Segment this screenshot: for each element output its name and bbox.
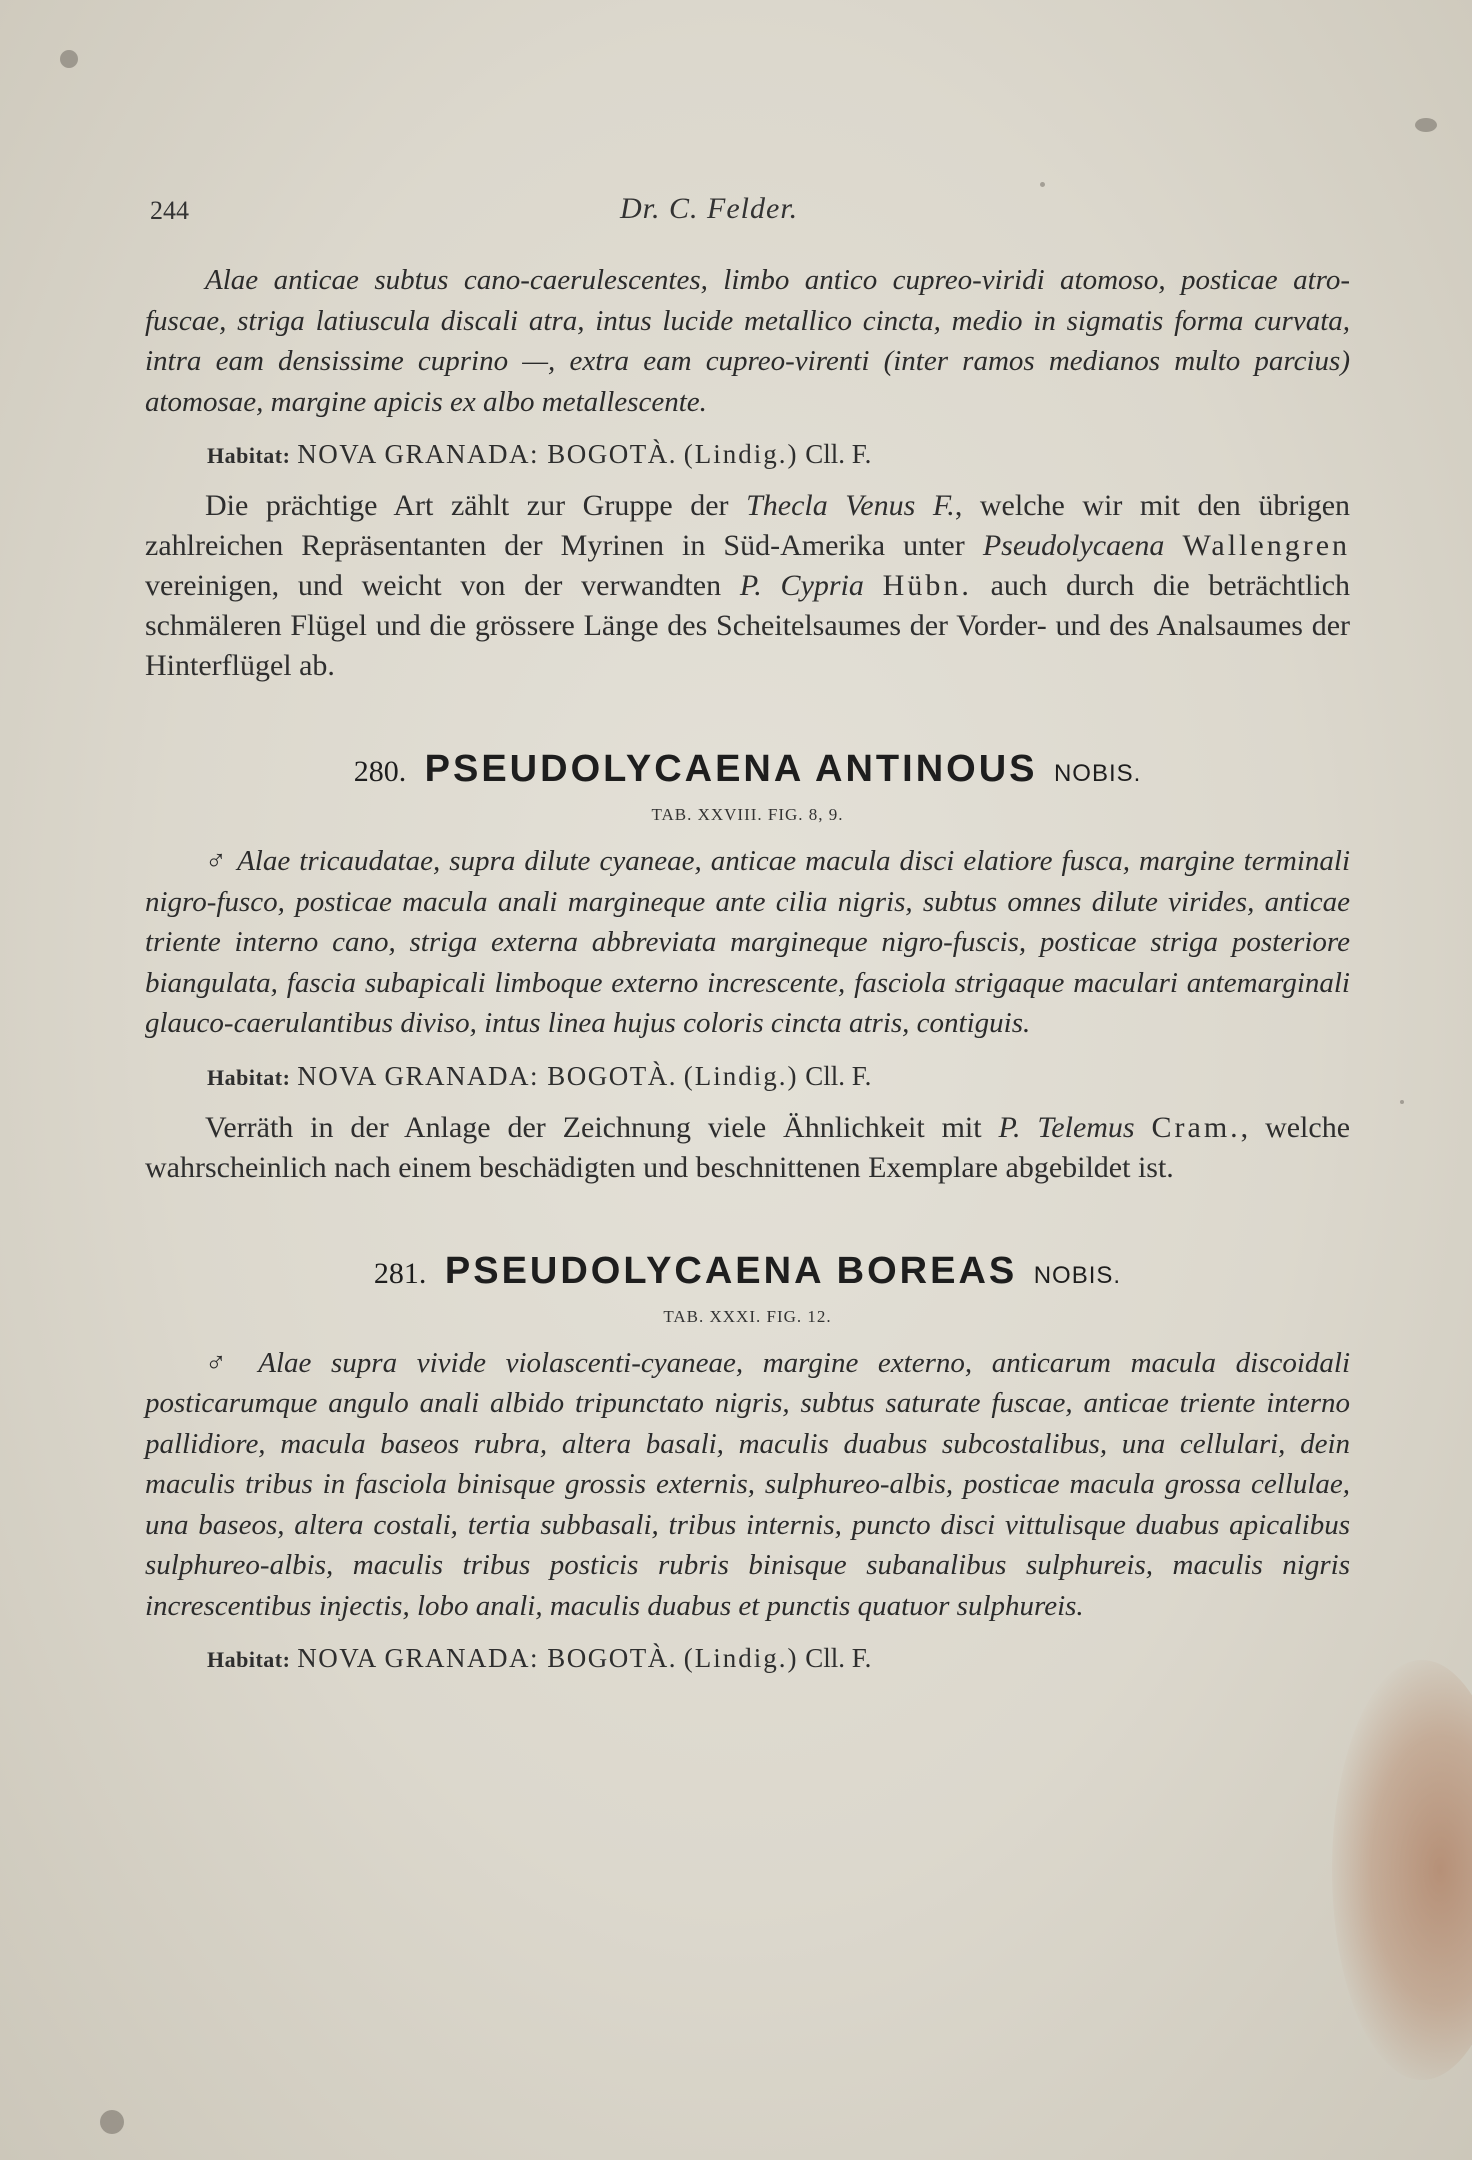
species-latin-description bbox=[145, 1343, 1350, 1627]
latin-text: Alae tricaudatae, supra dilute cyaneae, anticae macula disci elatiore fusca, margine terminali nigro-fusco, posticae macula anali margineque ante cilia nigris, subtus omnes dilute virides, anticae triente interno cano, striga externa abbreviata margineque nigro-fuscis, posticae striga posteriore biangulata, fascia subapicali limboque externo increscente, fasciola strigaque maculari antemarginali glauco-caerulantibus diviso, intus linea hujus coloris cincta atris, contiguis. bbox=[145, 845, 1350, 1039]
author-name: Wallengren bbox=[1182, 529, 1351, 562]
paper-speck bbox=[1400, 1100, 1404, 1104]
habitat-place: NOVA GRANADA: BOGOTÀ. bbox=[297, 1643, 677, 1673]
species-heading bbox=[145, 748, 1350, 791]
german-text: , welche wahrscheinlich nach einem beschädigten und beschnittenen Exemplare abgebildet ist. bbox=[145, 1110, 1351, 1184]
paper-speck bbox=[1415, 118, 1437, 132]
plate-reference: TAB. XXXI. FIG. 12. bbox=[663, 1306, 832, 1326]
latin-text: Alae supra vivide violascenti-cyaneae, margine externo, anticarum macula discoidali posticarumque angulo anali albido tripunctato nigris, subtus saturate fuscae, anticae triente interno pallidiore, macula baseos rubra, altera basali, maculis duabus subcostalibus, una cellulari, dein maculis tribus in fasciola binisque grossis externis, sulphureo-albis, posticae macula grossa cellulae, una baseos, altera costali, tertia subbasali, tribus internis, puncto disci vittulisque duabus apicalibus sulphureo-albis, maculis tribus posticis rubris binisque subanalibus sulphureis, maculis nigris increscentibus injectis, lobo anali, maculis duabus et punctis quatuor sulphureis. bbox=[145, 1346, 1351, 1622]
species-name: PSEUDOLYCAENA ANTINOUS bbox=[424, 748, 1038, 790]
habitat-label: Habitat: bbox=[207, 1064, 291, 1090]
species-habitat bbox=[207, 1638, 1350, 1680]
page-header bbox=[150, 192, 1350, 246]
habitat-place: NOVA GRANADA: BOGOTÀ. bbox=[297, 1060, 677, 1091]
page-number: 244 bbox=[150, 196, 189, 225]
species-reference: P. Cypria bbox=[739, 569, 864, 602]
paper-speck bbox=[100, 2110, 124, 2134]
german-text: , welche wir mit den übrigen zahlreichen Repräsentanten der Myrinen in Süd-Amerika unter bbox=[145, 489, 1351, 562]
habitat-collection: Cll. F. bbox=[805, 1643, 872, 1673]
author-name: Hübn. bbox=[882, 569, 972, 602]
author-name: Cram. bbox=[1151, 1110, 1241, 1144]
plate-reference: TAB. XXVIII. FIG. 8, 9. bbox=[651, 805, 844, 824]
habitat-label: Habitat: bbox=[207, 1647, 291, 1672]
paper-speck bbox=[60, 50, 78, 68]
species-number: 280. bbox=[353, 755, 407, 788]
species-heading bbox=[145, 1250, 1350, 1293]
species-german-remarks bbox=[145, 1108, 1350, 1188]
species-habitat bbox=[207, 1056, 1350, 1098]
intro-german-remarks bbox=[145, 486, 1350, 686]
species-reference: P. Telemus bbox=[998, 1110, 1135, 1144]
species-latin-description bbox=[145, 841, 1350, 1044]
male-symbol-icon: ♂ bbox=[205, 845, 229, 877]
species-reference: Thecla Venus F. bbox=[746, 489, 955, 522]
intro-habitat bbox=[207, 434, 1350, 476]
german-text: Verräth in der Anlage der Zeichnung viele Ähnlichkeit mit bbox=[205, 1110, 982, 1144]
foxing-stain bbox=[1332, 1660, 1472, 2080]
habitat-collection: Cll. F. bbox=[805, 439, 872, 469]
running-head: Dr. C. Felder. bbox=[620, 192, 799, 225]
german-text: vereinigen, und weicht von der verwandten bbox=[145, 569, 722, 602]
intro-latin-description: Alae anticae subtus cano-caerulescentes, limbo antico cupreo-viridi atomoso, posticae atro-fuscae, striga latiuscula discali atra, intus lucide metallico cincta, medio in sigmatis forma curvata, intra eam densissime cuprino —, extra eam cupreo-virenti (inter ramos medianos multo parcius) atomosae, margine apicis ex albo metallescente. bbox=[145, 264, 1350, 418]
habitat-collection: Cll. F. bbox=[805, 1060, 872, 1091]
habitat-place: NOVA GRANADA: BOGOTÀ. bbox=[297, 439, 677, 469]
page-body bbox=[145, 260, 1350, 1690]
habitat-label: Habitat: bbox=[207, 443, 291, 468]
habitat-collector: (Lindig.) bbox=[683, 1060, 799, 1091]
habitat-collector: (Lindig.) bbox=[683, 439, 799, 469]
german-text: Die prächtige Art zählt zur Gruppe der bbox=[205, 489, 729, 522]
species-name: PSEUDOLYCAENA BOREAS bbox=[444, 1249, 1018, 1292]
genus-reference: Pseudolycaena bbox=[982, 529, 1165, 562]
german-text: auch durch die beträchtlich schmäleren Flügel und die grössere Länge des Scheitelsaumes der Vorder- und des Analsaumes der Hinterflügel ab. bbox=[145, 569, 1351, 682]
habitat-collector: (Lindig.) bbox=[683, 1643, 799, 1673]
male-symbol-icon: ♂ bbox=[205, 1346, 240, 1379]
paper-speck bbox=[1040, 182, 1045, 187]
species-author: NOBIS. bbox=[1053, 760, 1142, 787]
species-author: NOBIS. bbox=[1033, 1261, 1122, 1289]
species-number: 281. bbox=[373, 1256, 427, 1290]
